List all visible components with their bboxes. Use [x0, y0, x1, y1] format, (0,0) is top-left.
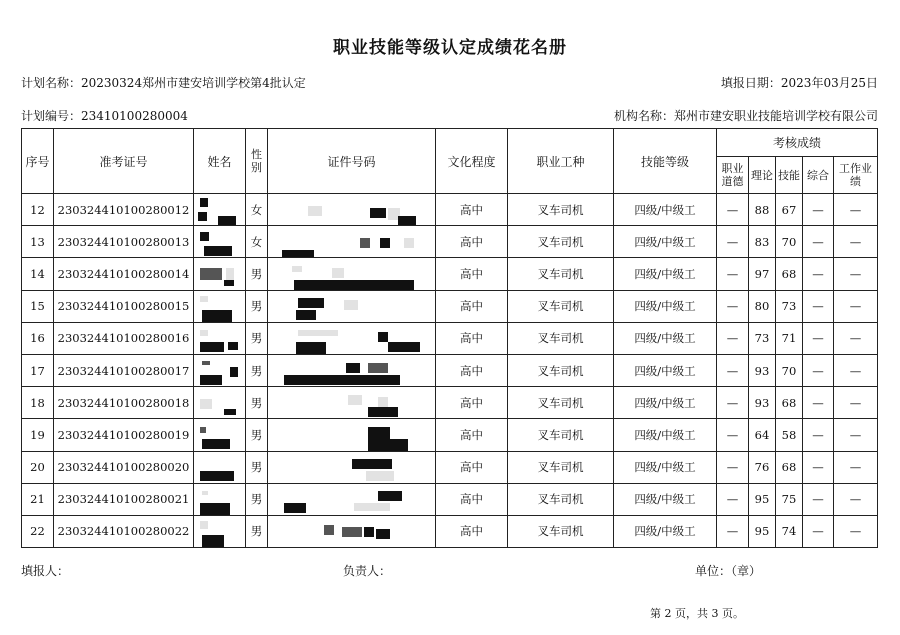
id-no-cell — [268, 419, 436, 451]
header-name: 姓名 — [194, 129, 246, 194]
ethics-cell: — — [717, 483, 749, 515]
id-no-cell — [268, 451, 436, 483]
level-cell: 四级/中级工 — [614, 290, 717, 322]
id-no-cell — [268, 194, 436, 226]
exam-no-cell: 230324410100280019 — [54, 419, 194, 451]
redaction-mark — [296, 310, 316, 320]
job-cell: 叉车司机 — [508, 226, 614, 258]
education-cell: 高中 — [436, 515, 508, 547]
header-work: 工作业绩 — [834, 157, 878, 194]
gender-cell: 男 — [246, 258, 268, 290]
seq-cell: 14 — [22, 258, 54, 290]
education-cell: 高中 — [436, 483, 508, 515]
name-cell — [194, 258, 246, 290]
skill-cell: 68 — [776, 451, 803, 483]
redaction-mark — [354, 503, 390, 511]
gender-cell: 男 — [246, 322, 268, 354]
gender-cell: 女 — [246, 194, 268, 226]
level-cell: 四级/中级工 — [614, 483, 717, 515]
overall-cell: — — [803, 322, 834, 354]
level-cell: 四级/中级工 — [614, 258, 717, 290]
redaction-mark — [202, 535, 224, 547]
skill-cell: 68 — [776, 258, 803, 290]
gender-cell: 男 — [246, 483, 268, 515]
theory-cell: 64 — [749, 419, 776, 451]
ethics-cell: — — [717, 194, 749, 226]
overall-cell: — — [803, 290, 834, 322]
job-cell: 叉车司机 — [508, 515, 614, 547]
redaction-mark — [404, 238, 414, 248]
exam-no-cell: 230324410100280015 — [54, 290, 194, 322]
page-title: 职业技能等级认定成绩花名册 — [333, 38, 567, 58]
gender-cell: 男 — [246, 387, 268, 419]
redaction-mark — [200, 342, 224, 352]
redaction-mark — [346, 363, 360, 373]
redaction-mark — [202, 361, 210, 365]
redaction-mark — [342, 527, 362, 537]
gender-cell: 男 — [246, 419, 268, 451]
exam-no-cell: 230324410100280014 — [54, 258, 194, 290]
unit-seal-label: 单位：（章） — [695, 564, 762, 578]
job-cell: 叉车司机 — [508, 354, 614, 386]
redaction-mark — [344, 300, 358, 310]
work-cell: — — [834, 290, 878, 322]
redaction-mark — [200, 330, 208, 336]
education-cell: 高中 — [436, 322, 508, 354]
responsible-label: 负责人： — [343, 564, 392, 578]
redaction-mark — [224, 409, 236, 415]
redaction-mark — [284, 375, 400, 385]
theory-cell: 95 — [749, 483, 776, 515]
redaction-mark — [204, 246, 232, 256]
theory-cell: 97 — [749, 258, 776, 290]
overall-cell: — — [803, 451, 834, 483]
redaction-mark — [200, 503, 230, 515]
work-cell: — — [834, 451, 878, 483]
theory-cell: 83 — [749, 226, 776, 258]
gender-cell: 女 — [246, 226, 268, 258]
skill-cell: 71 — [776, 322, 803, 354]
overall-cell: — — [803, 483, 834, 515]
redaction-mark — [200, 375, 222, 385]
name-cell — [194, 387, 246, 419]
job-cell: 叉车司机 — [508, 322, 614, 354]
plan-name: 计划名称：20230324郑州市建安培训学校第4批认定 — [21, 76, 306, 90]
overall-cell: — — [803, 419, 834, 451]
redaction-mark — [378, 491, 402, 501]
education-cell: 高中 — [436, 258, 508, 290]
level-cell: 四级/中级工 — [614, 226, 717, 258]
redaction-mark — [202, 310, 232, 322]
name-cell — [194, 451, 246, 483]
work-cell: — — [834, 194, 878, 226]
header-exam-no: 准考证号 — [54, 129, 194, 194]
exam-no-cell: 230324410100280022 — [54, 515, 194, 547]
table-row — [22, 194, 878, 226]
redaction-mark — [282, 250, 314, 258]
id-no-cell — [268, 322, 436, 354]
name-cell — [194, 290, 246, 322]
name-cell — [194, 322, 246, 354]
table-row — [22, 419, 878, 451]
redaction-mark — [200, 268, 222, 280]
education-cell: 高中 — [436, 387, 508, 419]
job-cell: 叉车司机 — [508, 290, 614, 322]
redaction-mark — [370, 208, 386, 218]
redaction-mark — [388, 342, 420, 352]
redaction-mark — [284, 503, 306, 513]
work-cell: — — [834, 419, 878, 451]
redaction-mark — [228, 342, 238, 350]
table-row — [22, 451, 878, 483]
filler-label: 填报人： — [21, 564, 70, 578]
job-cell: 叉车司机 — [508, 451, 614, 483]
id-no-cell — [268, 483, 436, 515]
seq-cell: 15 — [22, 290, 54, 322]
education-cell: 高中 — [436, 419, 508, 451]
seq-cell: 21 — [22, 483, 54, 515]
redaction-mark — [368, 439, 408, 451]
id-no-cell — [268, 226, 436, 258]
redaction-mark — [200, 471, 234, 481]
gender-cell: 男 — [246, 354, 268, 386]
skill-cell: 67 — [776, 194, 803, 226]
seq-cell: 19 — [22, 419, 54, 451]
redaction-mark — [324, 525, 334, 535]
redaction-mark — [202, 491, 208, 495]
skill-cell: 58 — [776, 419, 803, 451]
level-cell: 四级/中级工 — [614, 419, 717, 451]
header-overall: 综合 — [803, 157, 834, 194]
work-cell: — — [834, 515, 878, 547]
exam-no-cell: 230324410100280013 — [54, 226, 194, 258]
exam-no-cell: 230324410100280020 — [54, 451, 194, 483]
job-cell: 叉车司机 — [508, 419, 614, 451]
redaction-mark — [368, 407, 398, 417]
header-skill: 技能 — [776, 157, 803, 194]
education-cell: 高中 — [436, 194, 508, 226]
redaction-mark — [368, 363, 388, 373]
id-no-cell — [268, 354, 436, 386]
ethics-cell: — — [717, 226, 749, 258]
exam-no-cell: 230324410100280012 — [54, 194, 194, 226]
education-cell: 高中 — [436, 451, 508, 483]
score-roster-table — [21, 128, 878, 548]
level-cell: 四级/中级工 — [614, 387, 717, 419]
redaction-mark — [224, 280, 234, 286]
header-gender: 性别 — [246, 129, 268, 194]
education-cell: 高中 — [436, 226, 508, 258]
table-row — [22, 226, 878, 258]
skill-cell: 70 — [776, 354, 803, 386]
skill-cell: 68 — [776, 387, 803, 419]
header-scores: 考核成绩 — [717, 129, 878, 157]
theory-cell: 93 — [749, 354, 776, 386]
redaction-mark — [202, 439, 230, 449]
table-row — [22, 483, 878, 515]
header-education: 文化程度 — [436, 129, 508, 194]
id-no-cell — [268, 258, 436, 290]
seq-cell: 18 — [22, 387, 54, 419]
table-row — [22, 258, 878, 290]
ethics-cell: — — [717, 258, 749, 290]
name-cell — [194, 483, 246, 515]
theory-cell: 93 — [749, 387, 776, 419]
seq-cell: 20 — [22, 451, 54, 483]
header-ethics: 职业道德 — [717, 157, 749, 194]
skill-cell: 74 — [776, 515, 803, 547]
exam-no-cell: 230324410100280021 — [54, 483, 194, 515]
theory-cell: 80 — [749, 290, 776, 322]
table-row — [22, 387, 878, 419]
ethics-cell: — — [717, 515, 749, 547]
redaction-mark — [378, 332, 388, 342]
job-cell: 叉车司机 — [508, 483, 614, 515]
header-theory: 理论 — [749, 157, 776, 194]
education-cell: 高中 — [436, 290, 508, 322]
seq-cell: 22 — [22, 515, 54, 547]
redaction-mark — [200, 296, 208, 302]
redaction-mark — [308, 206, 322, 216]
redaction-mark — [200, 232, 209, 241]
redaction-mark — [198, 212, 207, 221]
redaction-mark — [200, 427, 206, 433]
overall-cell: — — [803, 226, 834, 258]
redaction-mark — [368, 427, 390, 439]
exam-no-cell: 230324410100280018 — [54, 387, 194, 419]
overall-cell: — — [803, 258, 834, 290]
work-cell: — — [834, 226, 878, 258]
level-cell: 四级/中级工 — [614, 515, 717, 547]
gender-cell: 男 — [246, 451, 268, 483]
ethics-cell: — — [717, 419, 749, 451]
ethics-cell: — — [717, 354, 749, 386]
redaction-mark — [364, 527, 374, 537]
header-level: 技能等级 — [614, 129, 717, 194]
redaction-mark — [332, 268, 344, 278]
gender-cell: 男 — [246, 515, 268, 547]
table-row — [22, 322, 878, 354]
theory-cell: 73 — [749, 322, 776, 354]
table-row — [22, 354, 878, 386]
header-id-no: 证件号码 — [268, 129, 436, 194]
job-cell: 叉车司机 — [508, 194, 614, 226]
redaction-mark — [380, 238, 390, 248]
id-no-cell — [268, 290, 436, 322]
exam-no-cell: 230324410100280017 — [54, 354, 194, 386]
id-no-cell — [268, 515, 436, 547]
redaction-mark — [200, 521, 208, 529]
skill-cell: 75 — [776, 483, 803, 515]
level-cell: 四级/中级工 — [614, 354, 717, 386]
level-cell: 四级/中级工 — [614, 451, 717, 483]
skill-cell: 70 — [776, 226, 803, 258]
education-cell: 高中 — [436, 354, 508, 386]
level-cell: 四级/中级工 — [614, 322, 717, 354]
redaction-mark — [376, 529, 390, 539]
skill-cell: 73 — [776, 290, 803, 322]
seq-cell: 13 — [22, 226, 54, 258]
header-seq: 序号 — [22, 129, 54, 194]
overall-cell: — — [803, 194, 834, 226]
seq-cell: 16 — [22, 322, 54, 354]
ethics-cell: — — [717, 451, 749, 483]
redaction-mark — [292, 266, 302, 272]
redaction-mark — [294, 280, 414, 290]
work-cell: — — [834, 354, 878, 386]
plan-number: 计划编号：23410100280004 — [21, 109, 188, 123]
redaction-mark — [200, 399, 212, 409]
name-cell — [194, 226, 246, 258]
name-cell — [194, 354, 246, 386]
redaction-mark — [378, 397, 388, 407]
redaction-mark — [366, 471, 394, 481]
redaction-mark — [298, 298, 324, 308]
redaction-mark — [218, 216, 236, 226]
ethics-cell: — — [717, 387, 749, 419]
redaction-mark — [360, 238, 370, 248]
exam-no-cell: 230324410100280016 — [54, 322, 194, 354]
level-cell: 四级/中级工 — [614, 194, 717, 226]
redaction-mark — [230, 367, 238, 377]
redaction-mark — [352, 459, 392, 469]
theory-cell: 88 — [749, 194, 776, 226]
gender-cell: 男 — [246, 290, 268, 322]
name-cell — [194, 515, 246, 547]
ethics-cell: — — [717, 290, 749, 322]
redaction-mark — [296, 342, 326, 354]
redaction-mark — [348, 395, 362, 405]
seq-cell: 12 — [22, 194, 54, 226]
work-cell: — — [834, 387, 878, 419]
work-cell: — — [834, 258, 878, 290]
redaction-mark — [200, 198, 208, 207]
job-cell: 叉车司机 — [508, 258, 614, 290]
page-number: 第 2 页，共 3 页。 — [650, 607, 744, 620]
redaction-mark — [298, 330, 338, 336]
overall-cell: — — [803, 515, 834, 547]
table-row — [22, 515, 878, 547]
header-job: 职业工种 — [508, 129, 614, 194]
overall-cell: — — [803, 354, 834, 386]
name-cell — [194, 419, 246, 451]
redaction-mark — [226, 268, 234, 280]
fill-date: 填报日期：2023年03月25日 — [720, 76, 878, 90]
org-name: 机构名称：郑州市建安职业技能培训学校有限公司 — [613, 109, 878, 123]
table-row — [22, 290, 878, 322]
seq-cell: 17 — [22, 354, 54, 386]
overall-cell: — — [803, 387, 834, 419]
name-cell — [194, 194, 246, 226]
work-cell: — — [834, 322, 878, 354]
theory-cell: 95 — [749, 515, 776, 547]
redaction-mark — [398, 216, 416, 226]
job-cell: 叉车司机 — [508, 387, 614, 419]
theory-cell: 76 — [749, 451, 776, 483]
work-cell: — — [834, 483, 878, 515]
ethics-cell: — — [717, 322, 749, 354]
id-no-cell — [268, 387, 436, 419]
